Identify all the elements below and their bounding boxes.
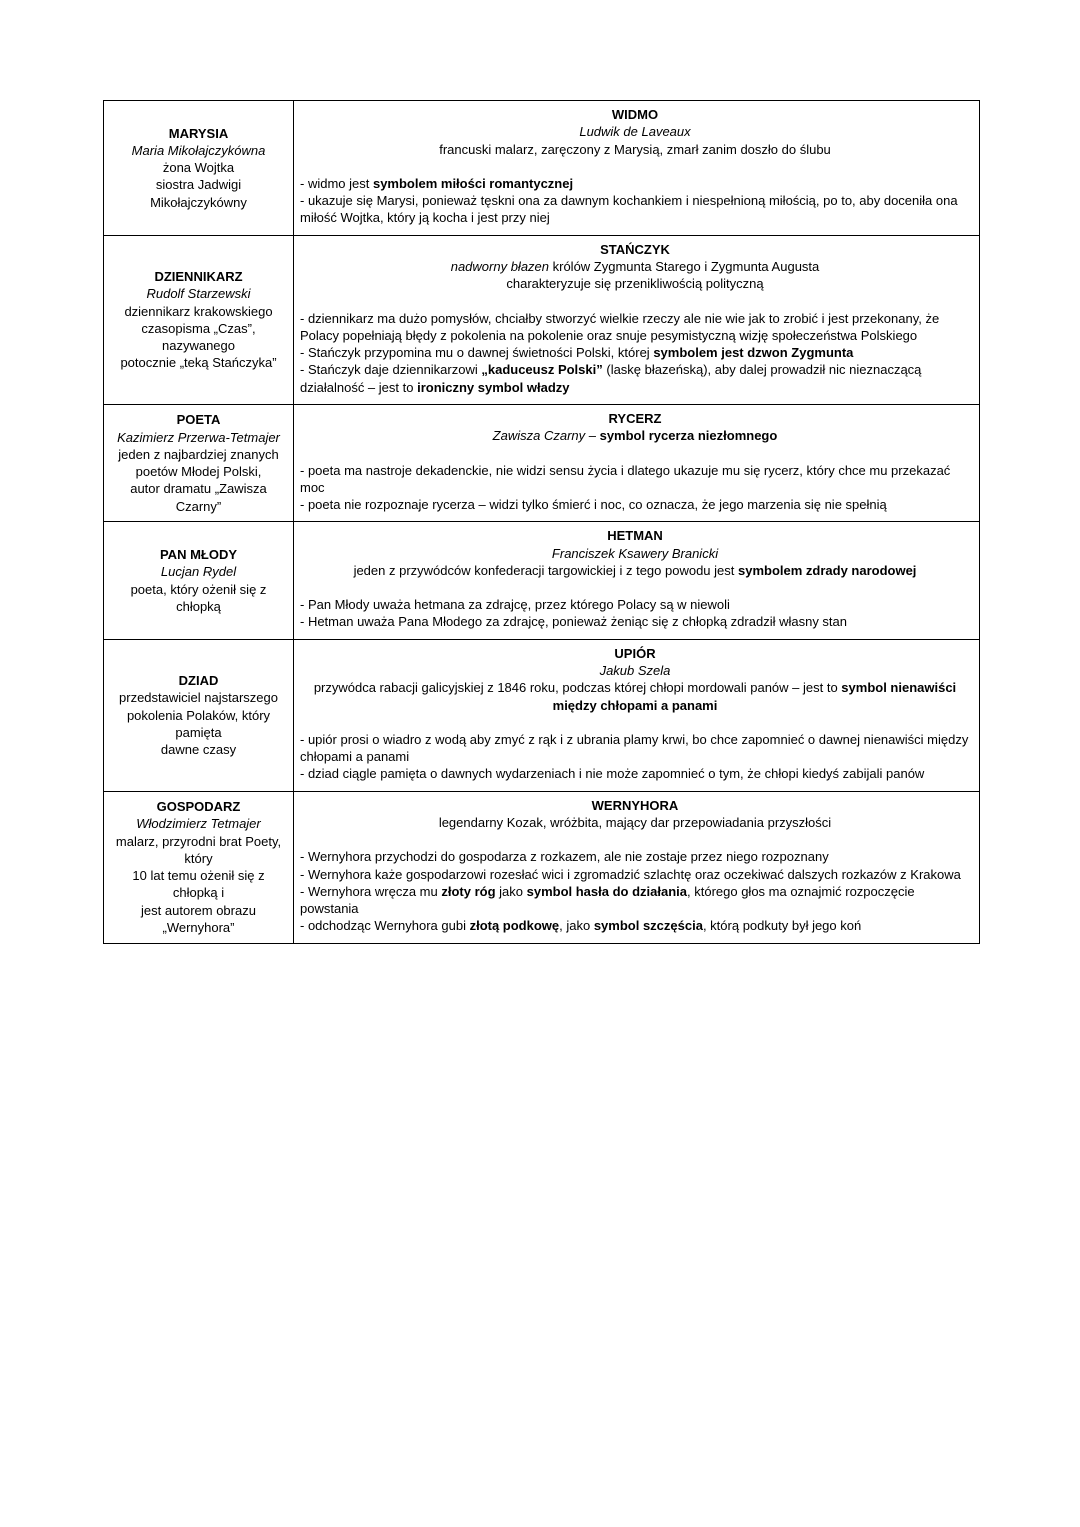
symbol-bullet: - Hetman uważa Pana Młodego za zdrajcę, ponieważ żeniąc się z chłopką zdradził własny stan [300,614,848,630]
character-info-line: poeta, który ożenił się z chłopką [130,581,267,614]
symbol-bullet: - dziennikarz ma dużo pomysłów, chciałby stworzyć wielkie rzeczy ale nie wie jak to zrobić i jest przekonany, że Polacy popełniają błędy z pokolenia na pokolenie oraz snuje pesymistyczną wizję społeczeństwa Polskiego [300,310,940,343]
character-info-line: przedstawiciel najstarszego [119,690,278,706]
symbol-header-line: jeden z przywódców konfederacji targowickiej i z tego powodu jest symbolem zdrady narodowej [353,562,917,578]
character-info-line: dawne czasy [160,742,237,758]
character-info-line: Lucjan Rydel [160,564,237,580]
symbol-header-line: legendarny Kozak, wróżbita, mający dar przepowiadania przyszłości [438,815,832,830]
symbol-header-line: WIDMO [611,107,659,122]
character-info-line: DZIAD [178,673,219,689]
symbol-bullet: - widmo jest symbolem miłości romantycznej [300,175,574,191]
symbol-description-cell [294,235,980,404]
symbol-bullet: - odchodząc Wernyhora gubi złotą podkowę, jako symbol szczęścia, którą podkuty był jego koń [300,918,862,934]
table-row [104,522,980,639]
symbol-bullet-list [300,310,970,396]
symbol-header-line: UPIÓR [614,645,656,661]
symbol-bullet: - poeta ma nastroje dekadenckie, nie widzi sensu życia i dlatego ukazuje mu się rycerz, który chce mu przekazać moc [300,462,951,495]
table-row [104,235,980,404]
character-info-line: PAN MŁODY [159,546,238,562]
symbol-bullet: - upiór prosi o wiadro z wodą aby zmyć z rąk i z ubrania plamy krwi, bo chce zapomnieć o dawnej nienawiści między chłopami a panami [300,731,969,765]
character-info-line: potocznie „teką Stańczyka” [120,355,277,371]
character-info-line: Włodzimierz Tetmajer [136,816,261,832]
table-row [104,404,980,521]
symbol-header-line: nadworny błazen królów Zygmunta Starego i Zygmunta Augusta [450,258,820,274]
character-info-line: poetów Młodej Polski, [135,464,262,480]
character-info-line: GOSPODARZ [156,799,241,815]
character-name-cell [104,639,294,791]
symbol-bullet: - poeta nie rozpoznaje rycerza – widzi tylko śmierć i noc, co oznacza, że jego marzenia się nie spełnią [300,497,887,513]
symbol-bullet-list [300,462,970,514]
character-info-line: pokolenia Polaków, który pamięta [126,707,271,740]
symbol-header [300,527,970,579]
character-name-cell [104,235,294,404]
character-info-line: siostra Jadwigi Mikołajczykówny [150,177,247,210]
character-info-line: Kazimierz Przerwa-Tetmajer [117,429,280,445]
character-info-line: autor dramatu „Zawisza Czarny” [130,481,267,514]
character-info-line: jeden z najbardziej znanych [118,446,279,462]
character-info-line: dziennikarz krakowskiego [124,303,273,319]
symbol-header [300,797,970,832]
symbol-bullet: - dziad ciągle pamięta o dawnych wydarzeniach i nie może zapomnieć o tym, że chłopi kiedyś zabijali panów [300,766,925,782]
symbol-description-cell [294,404,980,521]
symbol-header-line: HETMAN [607,528,663,544]
table-row [104,791,980,943]
symbol-bullet-list [300,731,970,783]
symbol-bullet: - Wernyhora każe gospodarzowi rozesłać wici i zgromadzić szlachtę oraz oczekiwać dalszych rozkazów z Krakowa [300,866,961,882]
symbol-header-line: RYCERZ [608,410,662,426]
symbol-description-cell [294,639,980,791]
symbol-bullet: - Pan Młody uważa hetmana za zdrajcę, przez którego Polacy są w niewoli [300,597,730,613]
symbol-header-line: przywódca rabacji galicyjskiej z 1846 roku, podczas której chłopi mordowali panów – jest to symbol nienawiści między chłopami a panami [313,680,957,713]
character-info-line: Rudolf Starzewski [146,286,251,302]
symbol-bullet: - Wernyhora przychodzi do gospodarza z rozkazem, ale nie zostaje przez niego rozpoznany [300,849,829,865]
symbol-header [300,410,970,445]
symbol-bullet: - Wernyhora wręcza mu złoty róg jako symbol hasła do działania, którego głos ma oznajmić rozpoczęcie powstania [300,883,915,917]
symbol-header-line: Jakub Szela [599,663,671,679]
symbol-bullet: - Stańczyk daje dziennikarzowi „kaduceusz Polski” (laskę błazeńską), aby dalej prowadził nic nieznaczącą działalność – jest to ironiczny symbol władzy [300,362,922,395]
character-info-line: DZIENNIKARZ [154,268,243,284]
symbol-bullet-list [300,175,970,227]
character-name-cell [104,791,294,943]
character-info-line: POETA [176,412,221,428]
symbol-header-line: charakteryzuje się przenikliwością polityczną [506,276,764,292]
character-info-line: MARYSIA [168,125,229,141]
symbol-bullet: - Stańczyk przypomina mu o dawnej świetności Polski, której symbolem jest dzwon Zygmunta [300,345,854,361]
symbol-description-cell [294,522,980,639]
symbol-header-line: STAŃCZYK [600,241,670,257]
symbol-header [300,106,970,158]
character-info-line: jest autorem obrazu „Wernyhora” [141,902,256,936]
symbol-description-cell [294,101,980,236]
symbol-header-line: Franciszek Ksawery Branicki [551,545,719,561]
character-info-line: Maria Mikołajczykówna [131,142,266,158]
character-name-cell [104,101,294,236]
symbol-description-cell [294,791,980,943]
symbol-header-line: Ludwik de Laveaux [579,124,691,140]
character-info-line: żona Wojtka [162,160,235,176]
symbol-bullet-list [300,596,970,631]
character-name-cell [104,522,294,639]
symbol-header [300,241,970,293]
characters-table-body [104,101,980,944]
symbol-bullet-list [300,848,970,934]
symbol-header [300,645,970,714]
table-row [104,101,980,236]
symbol-header-line: Zawisza Czarny – symbol rycerza niezłomnego [492,428,778,444]
character-info-line: malarz, przyrodni brat Poety, który [115,833,282,866]
character-info-line: czasopisma „Czas”, nazywanego [141,320,256,354]
symbol-bullet: - ukazuje się Marysi, ponieważ tęskni ona za dawnym kochankiem i niespełnioną miłością, po to, aby doceniła ona miłość Wojtka, który ją kocha i jest przy niej [300,193,958,226]
characters-table [103,100,980,944]
character-info-line: 10 lat temu ożenił się z chłopką i [132,868,265,901]
symbol-header-line: WERNYHORA [591,797,679,813]
character-name-cell [104,404,294,521]
symbol-header-line: francuski malarz, zaręczony z Marysią, zmarł zanim doszło do ślubu [439,141,831,157]
table-row [104,639,980,791]
